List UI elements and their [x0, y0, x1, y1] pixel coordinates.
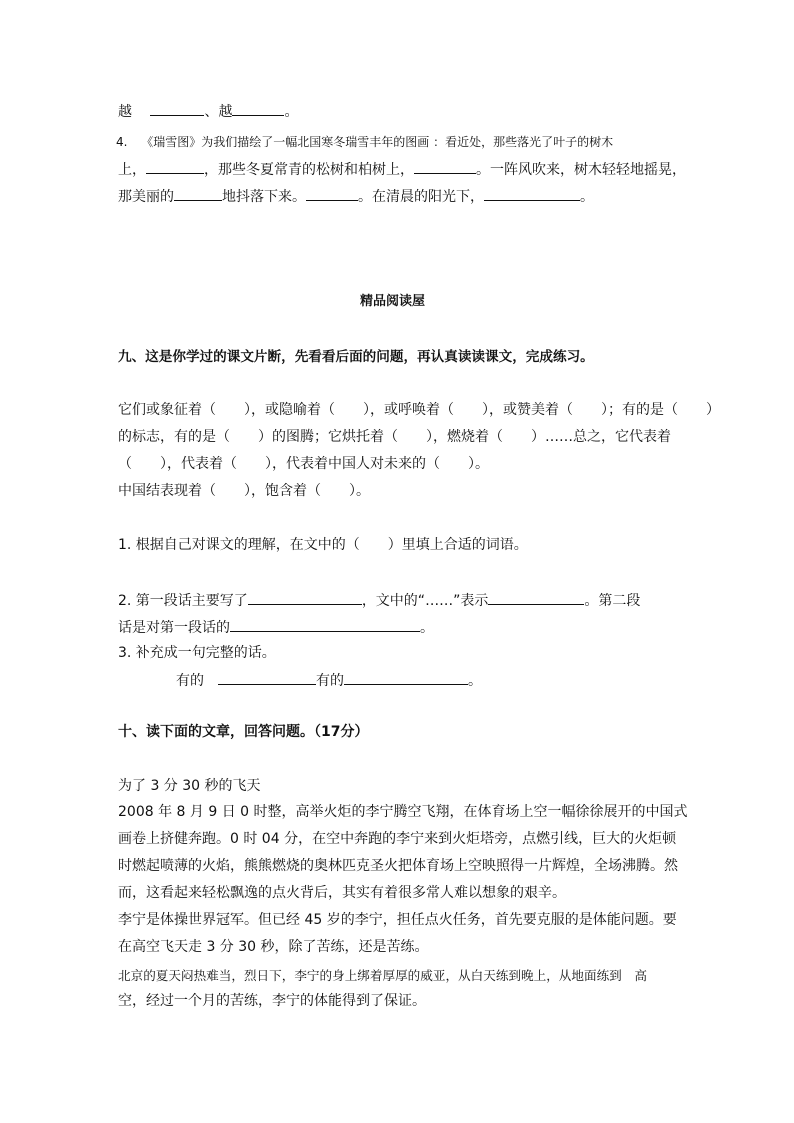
q4-text-a: 上， [118, 162, 146, 178]
article-line-2: 画卷上挤健奔跑。0 时 04 分，在空中奔跑的李宁来到火炬塔旁，点燃引线，巨大的火炬顿 [118, 831, 677, 847]
article-line-3: 时燃起喷薄的火焰，熊熊燃烧的奥林匹克圣火把体育场上空映照得一片辉煌，全场沸腾。然 [118, 858, 678, 874]
q4-text-d: 那美丽的 [118, 189, 174, 205]
q4-line-3 [118, 186, 594, 207]
blank[interactable] [218, 670, 316, 685]
blank[interactable] [488, 590, 584, 605]
period: 。 [580, 189, 594, 205]
q2-text-b: ，文中的“……”表示 [361, 593, 489, 609]
period: 。 [468, 673, 482, 689]
ten-heading: 十、读下面的文章，回答问题。（17分） [118, 724, 369, 740]
q4-text-c: 。一阵风吹来，树木轻轻地摇晃， [476, 162, 686, 178]
q4-text-b: ，那些冬夏常青的松树和柏树上， [204, 162, 414, 178]
q2-text-c: 。第二段 [584, 593, 641, 609]
q4-line-1 [116, 132, 613, 152]
period: 。 [284, 104, 299, 120]
section-title: 精品阅读屋 [360, 294, 426, 309]
blank[interactable] [232, 101, 284, 116]
question-3-fill [176, 670, 482, 691]
article-line-7: 北京的夏天闷热难当，烈日下，李宁的身上绑着厚厚的威亚，从白天练到晚上，从地面练到 高 [118, 968, 647, 983]
blank[interactable] [146, 159, 204, 174]
yue-1: 越 [118, 104, 132, 120]
article-line-8: 空，经过一个月的苦练，李宁的体能得到了保证。 [118, 993, 426, 1009]
question-1: 1. 根据自己对课文的理解，在文中的（ ）里填上合适的词语。 [118, 537, 528, 553]
q3-you-de-1: 有的 [176, 673, 204, 689]
article-line-5: 李宁是体操世界冠军。但已经 45 岁的李宁，担任点火任务，首先要克服的是体能问题。要 [118, 912, 677, 928]
q4-line-2 [118, 159, 686, 180]
passage-line-1: 它们或象征着（ ），或隐喻着（ ），或呼唤着（ ），或赞美着（ ）；有的是（ ） [118, 402, 720, 418]
question-2-line-1 [118, 590, 640, 611]
blank[interactable] [174, 186, 222, 201]
passage-line-4: 中国结表现着（ ），饱含着（ ）。 [118, 483, 370, 499]
blank[interactable] [230, 617, 420, 632]
q4-text-f: 。在清晨的阳光下， [358, 189, 484, 205]
nine-heading: 九、这是你学过的课文片断，先看看后面的问题，再认真读读课文，完成练习。 [118, 349, 594, 365]
yue-2: 、越 [204, 104, 233, 120]
article-line-1: 2008 年 8 月 9 日 0 时整，高举火炬的李宁腾空飞翔，在体育场上空一幅徐徐展开的中国式 [118, 804, 688, 820]
q2-text-a: 2. 第一段话主要写了 [118, 593, 248, 609]
q4-text-e: 地抖落下来。 [222, 189, 306, 205]
question-2-line-2 [118, 617, 434, 638]
blank[interactable] [150, 101, 204, 116]
blank[interactable] [484, 186, 580, 201]
line-1 [118, 101, 298, 122]
question-3: 3. 补充成一句完整的话。 [118, 645, 276, 661]
blank[interactable] [248, 590, 362, 605]
blank[interactable] [344, 670, 468, 685]
q4-text: 《瑞雪图》为我们描绘了一幅北国寒冬瑞雪丰年的图画 ：看近处，那些落光了叶子的树木 [141, 135, 614, 149]
passage-line-3: （ ），代表着（ ），代表着中国人对未来的（ ）。 [118, 456, 489, 472]
passage-line-2: 的标志，有的是（ ）的图腾；它烘托着（ ），燃烧着（ ）……总之，它代表着 [118, 429, 671, 445]
q2-text-d: 话是对第一段话的 [118, 620, 230, 636]
blank[interactable] [306, 186, 358, 201]
q3-you-de-2: 有的 [316, 673, 344, 689]
q4-number: 4. [116, 135, 128, 149]
period: 。 [420, 620, 434, 636]
article-line-4: 而，这看起来轻松飘逸的点火背后，其实有着很多常人难以想象的艰辛。 [118, 885, 566, 901]
article-line-6: 在高空飞天走 3 分 30 秒，除了苦练，还是苦练。 [118, 939, 429, 955]
blank[interactable] [414, 159, 476, 174]
article-title: 为了 3 分 30 秒的飞天 [118, 778, 261, 794]
